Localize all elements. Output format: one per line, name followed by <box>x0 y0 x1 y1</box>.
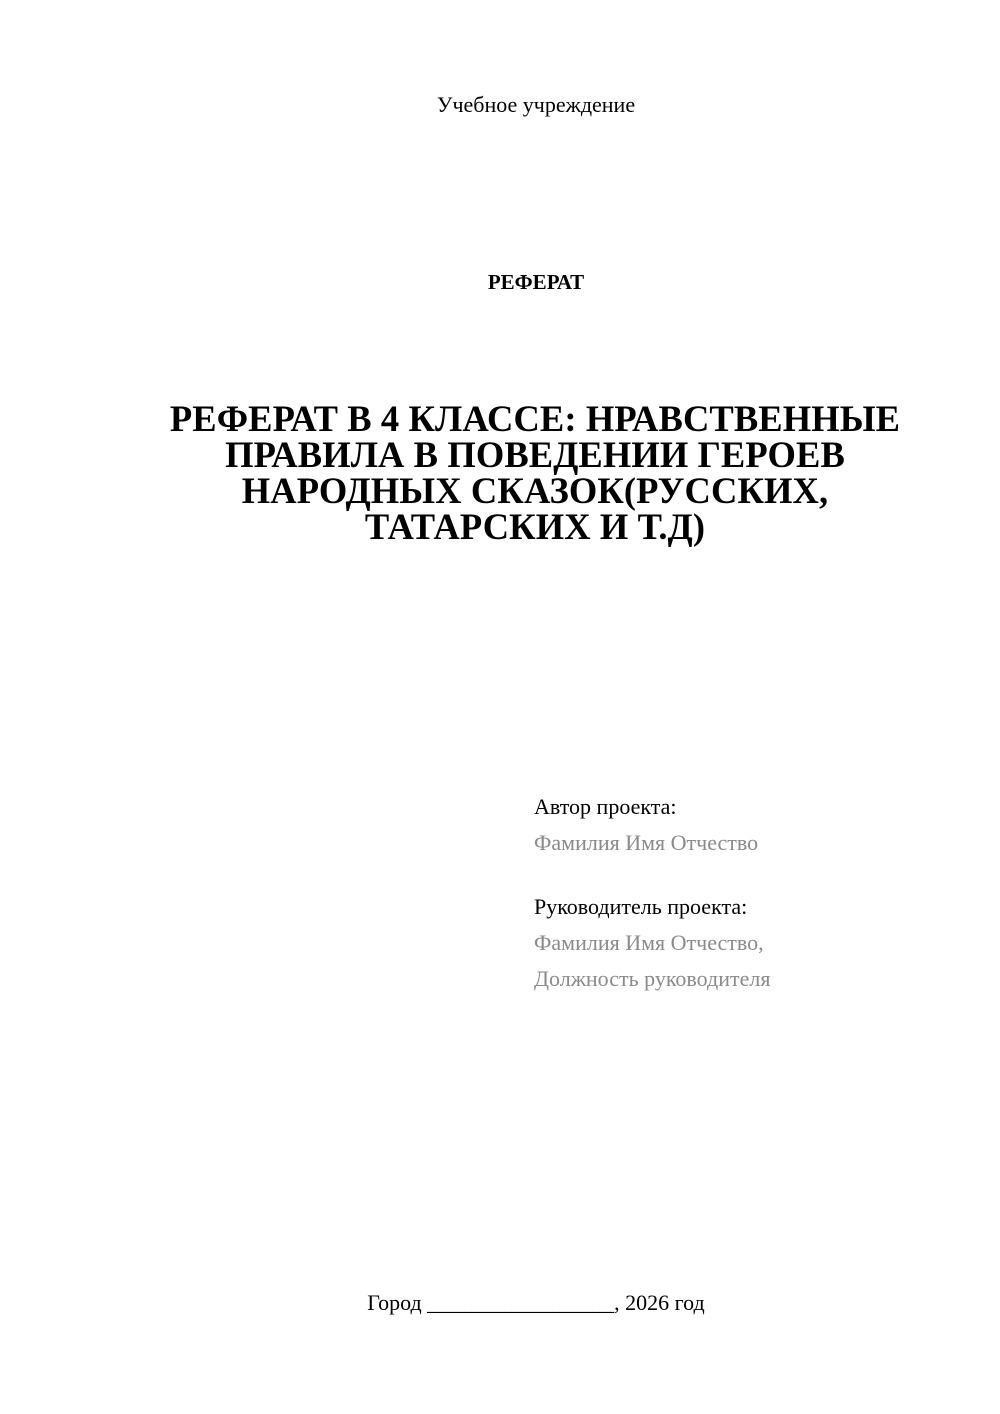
supervisor-name: Фамилия Имя Отчество, <box>534 930 764 955</box>
authors-block <box>534 789 974 997</box>
title-line: ПРАВИЛА В ПОВЕДЕНИИ ГЕРОЕВ <box>225 434 845 475</box>
title-line: ТАТАРСКИХ И Т.Д) <box>364 506 706 547</box>
document-title <box>140 398 930 547</box>
document-type: РЕФЕРАТ <box>487 270 585 294</box>
author-label: Автор проекта: <box>534 794 677 819</box>
supervisor-position: Должность руководителя <box>534 966 771 991</box>
title-line: РЕФЕРАТ В 4 КЛАССЕ: НРАВСТВЕННЫЕ <box>169 398 901 439</box>
city-year-line: Город _________________, 2026 год <box>367 1290 705 1315</box>
author-name: Фамилия Имя Отчество <box>534 830 759 855</box>
title-line: НАРОДНЫХ СКАЗОК(РУССКИХ, <box>241 470 829 511</box>
spacer <box>534 861 974 889</box>
supervisor-label: Руководитель проекта: <box>534 894 748 919</box>
institution-name: Учебное учреждение <box>436 92 636 117</box>
